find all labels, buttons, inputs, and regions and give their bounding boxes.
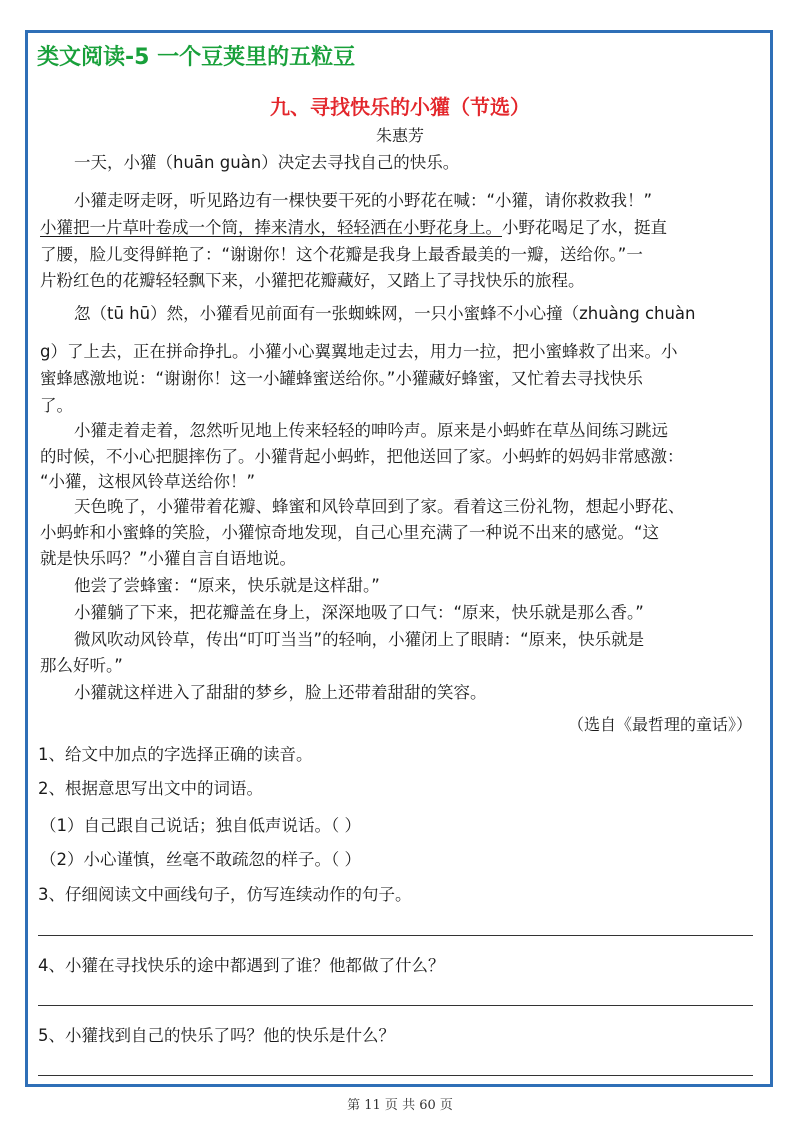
paragraph-line: 他尝了尝蜂蜜：“原来，快乐就是这样甜。”	[74, 576, 380, 595]
passage-title: 九、寻找快乐的小獾（节选）	[270, 95, 530, 119]
paragraph-line: “小獾，这根风铃草送给你！”	[40, 472, 256, 491]
answer-line[interactable]	[38, 935, 753, 936]
page-number: 第 11 页 共 60 页	[347, 1098, 453, 1113]
answer-line[interactable]	[38, 1005, 753, 1006]
paragraph-line: 小獾走着走着，忽然听见地上传来轻轻的呻吟声。原来是小蚂蚱在草丛间练习跳远	[74, 421, 668, 440]
sentence-continuation: 小野花喝足了水，挺直	[502, 218, 667, 237]
question-2-item-2: （2）小心谨慎，丝毫不敢疏忽的样子。（ ）	[40, 850, 361, 869]
paragraph-line: 蜜蜂感激地说：“谢谢你！这一小罐蜂蜜送给你。”小獾藏好蜂蜜，又忙着去寻找快乐	[40, 369, 643, 388]
paragraph-line: 小蚂蚱和小蜜蜂的笑脸，小獾惊奇地发现，自己心里充满了一种说不出来的感觉。“这	[40, 523, 660, 542]
question-5: 5、小獾找到自己的快乐了吗？他的快乐是什么？	[38, 1026, 395, 1045]
question-3: 3、仔细阅读文中画线句子，仿写连续动作的句子。	[38, 885, 412, 904]
question-1: 1、给文中加点的字选择正确的读音。	[38, 745, 313, 764]
answer-line[interactable]	[38, 1075, 753, 1076]
question-2-item-1: （1）自己跟自己说话；独自低声说话。（ ）	[40, 816, 361, 835]
paragraph-line: 片粉红色的花瓣轻轻飘下来，小獾把花瓣藏好，又踏上了寻找快乐的旅程。	[40, 271, 585, 290]
paragraph-line: 那么好听。”	[40, 656, 123, 675]
paragraph-line: 的时候，不小心把腿摔伤了。小獾背起小蚂蚱，把他送回了家。小蚂蚱的妈妈非常感激：	[40, 447, 684, 466]
question-4: 4、小獾在寻找快乐的途中都遇到了谁？他都做了什么？	[38, 956, 445, 975]
paragraph-line: 小獾就这样进入了甜甜的梦乡，脸上还带着甜甜的笑容。	[74, 683, 487, 702]
paragraph-line: 一天，小獾（huān guàn）决定去寻找自己的快乐。	[74, 153, 460, 172]
paragraph-line: 了腰，脸儿变得鲜艳了：“谢谢你！这个花瓣是我身上最香最美的一瓣，送给你。”一	[40, 245, 643, 264]
paragraph-line: g）了上去，正在拼命挣扎。小獾小心翼翼地走过去，用力一拉，把小蜜蜂救了出来。小	[40, 342, 678, 361]
paragraph-line: 了。	[40, 396, 73, 415]
paragraph-line: 就是快乐吗？”小獾自言自语地说。	[40, 549, 297, 568]
worksheet-header: 类文阅读-5 一个豆荚里的五粒豆	[37, 45, 356, 70]
paragraph-line: 小獾躺了下来，把花瓣盖在身上，深深地吸了口气：“原来，快乐就是那么香。”	[74, 603, 644, 622]
paragraph-line: 天色晚了，小獾带着花瓣、蜂蜜和风铃草回到了家。看着这三份礼物，想起小野花、	[74, 497, 685, 516]
paragraph-line: 微风吹动风铃草，传出“叮叮当当”的轻响，小獾闭上了眼睛：“原来，快乐就是	[74, 630, 645, 649]
source-citation: （选自《最哲理的童话》）	[567, 715, 752, 734]
paragraph-line	[40, 217, 667, 239]
question-2: 2、根据意思写出文中的词语。	[38, 779, 263, 798]
underlined-sentence: 小獾把一片草叶卷成一个筒，捧来清水，轻轻洒在小野花身上。	[40, 218, 502, 237]
paragraph-line: 小獾走呀走呀，听见路边有一棵快要干死的小野花在喊：“小獾，请你救救我！”	[74, 191, 653, 210]
author-name: 朱惠芳	[375, 126, 424, 145]
paragraph-line: 忽（tū hū）然，小獾看见前面有一张蜘蛛网，一只小蜜蜂不小心撞（zhuàng chuàn	[74, 304, 696, 323]
